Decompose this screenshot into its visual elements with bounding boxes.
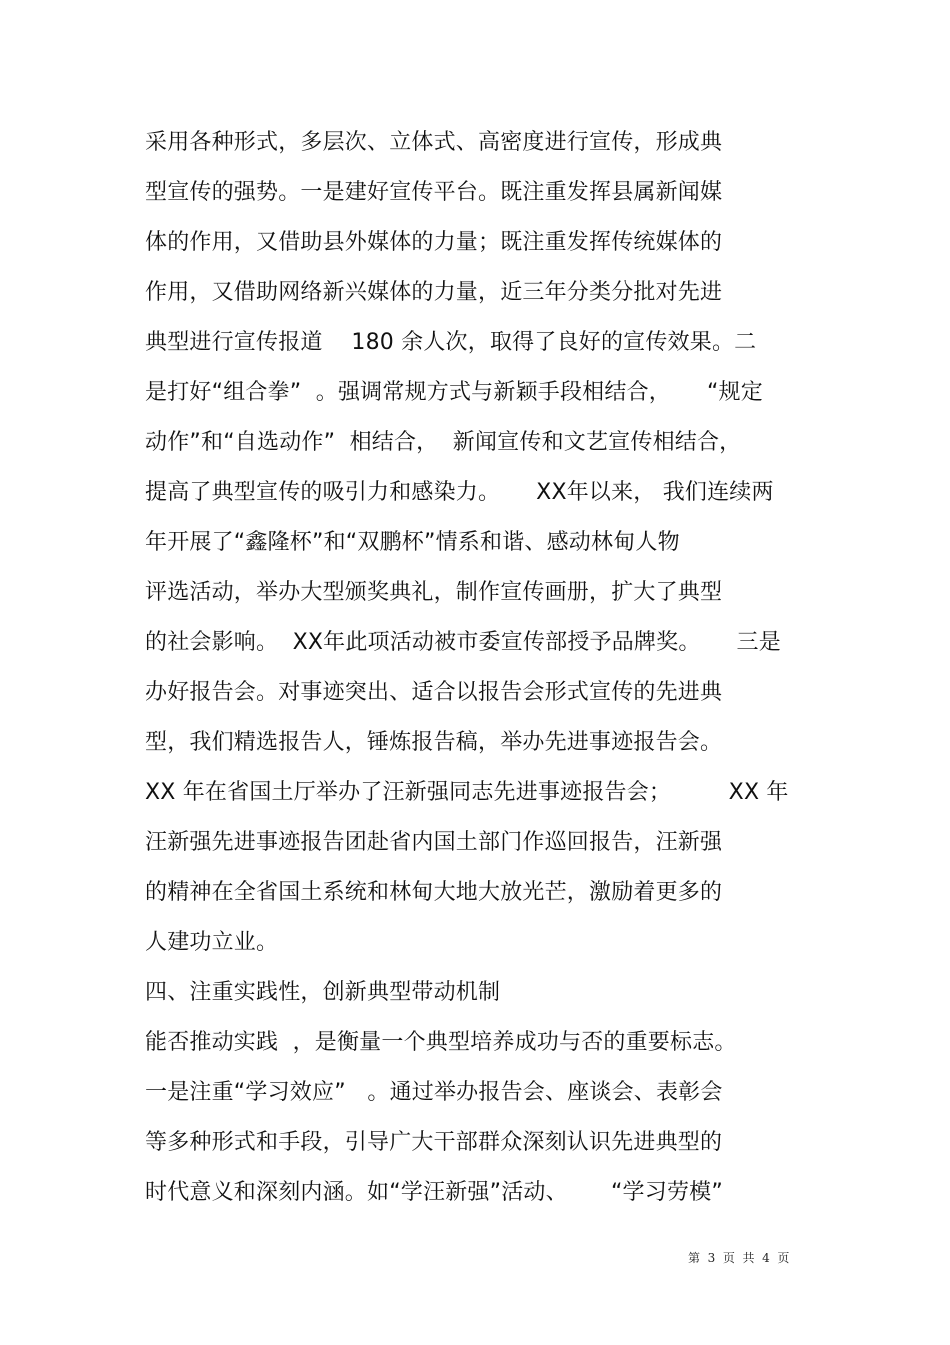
- text-line: 提高了典型宣传的吸引力和感染力。 XX年以来， 我们连续两: [145, 480, 774, 505]
- text-line: XX 年在省国土厅举办了汪新强同志先进事迹报告会； XX 年: [145, 780, 789, 805]
- text-line: 一是注重“学习效应” 。通过举办报告会、座谈会、表彰会: [145, 1080, 723, 1105]
- text-line: 型，我们精选报告人，锤炼报告稿，举办先进事迹报告会。: [145, 730, 723, 755]
- text-line: 典型进行宣传报道 180 余人次，取得了良好的宣传效果。二: [145, 330, 757, 355]
- text-line: 年开展了“鑫隆杯”和“双鹏杯”情系和谐、感动林甸人物: [145, 530, 680, 555]
- text-line: 是打好“组合拳” 。强调常规方式与新颖手段相结合， “规定: [145, 380, 763, 405]
- text-line: 等多种形式和手段，引导广大干部群众深刻认识先进典型的: [145, 1130, 723, 1155]
- text-line: 能否推动实践 ，是衡量一个典型培养成功与否的重要标志。: [145, 1030, 737, 1055]
- text-line: 的社会影响。 XX年此项活动被市委宣传部授予品牌奖。 三是: [145, 630, 781, 655]
- text-line: 人建功立业。: [145, 930, 279, 955]
- text-line: 型宣传的强势。一是建好宣传平台。既注重发挥县属新闻媒: [145, 180, 723, 205]
- body-text: [145, 118, 835, 1218]
- text-line: 汪新强先进事迹报告团赴省内国土部门作巡回报告，汪新强: [145, 830, 723, 855]
- text-line: 评选活动，举办大型颁奖典礼，制作宣传画册，扩大了典型: [145, 580, 723, 605]
- text-line: 采用各种形式，多层次、立体式、高密度进行宣传，形成典: [145, 130, 723, 155]
- text-line: 体的作用，又借助县外媒体的力量；既注重发挥传统媒体的: [145, 230, 723, 255]
- text-line: 的精神在全省国土系统和林甸大地大放光芒，激励着更多的: [145, 880, 723, 905]
- text-line: 时代意义和深刻内涵。如“学汪新强”活动、 “学习劳模”: [145, 1180, 723, 1205]
- text-line: 动作”和“自选动作” 相结合， 新闻宣传和文艺宣传相结合，: [145, 430, 742, 455]
- text-line: 作用，又借助网络新兴媒体的力量，近三年分类分批对先进: [145, 280, 723, 305]
- page-number: 第 3 页 共 4 页: [688, 1251, 790, 1265]
- section-heading: 四、注重实践性，创新典型带动机制: [145, 980, 501, 1005]
- text-line: 办好报告会。对事迹突出、适合以报告会形式宣传的先进典: [145, 680, 723, 705]
